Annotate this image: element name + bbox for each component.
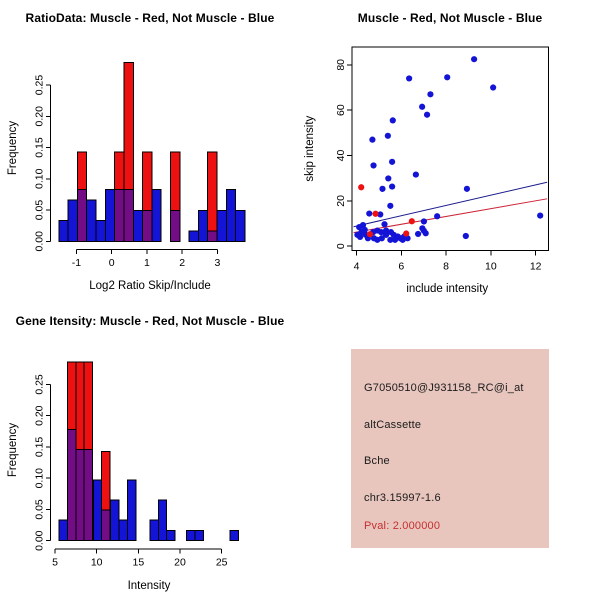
x-tick-label: 3: [214, 257, 221, 269]
hist-bar-overlap: [208, 231, 217, 241]
data-point-not-muscle: [490, 84, 496, 90]
hist-bar-blue: [96, 221, 105, 242]
data-point-muscle: [409, 218, 415, 224]
data-point-not-muscle: [385, 133, 391, 139]
x-axis-title: Log2 Ratio Skip/Include: [89, 280, 211, 292]
hist-bar-blue: [158, 500, 166, 541]
hist-bar-blue: [217, 210, 226, 241]
data-point-not-muscle: [369, 137, 375, 143]
hist-bar-blue: [187, 530, 195, 540]
data-point-not-muscle: [423, 230, 429, 236]
gene-histogram-title: Gene Itensity: Muscle - Red, Not Muscle - Blue: [15, 314, 285, 328]
data-point-not-muscle: [406, 75, 412, 81]
gene-info-box: [351, 349, 549, 548]
x-tick-label: 12: [529, 260, 542, 273]
data-point-muscle: [403, 230, 409, 236]
x-tick-label: 0: [108, 257, 115, 269]
y-axis-title: Frequency: [7, 422, 19, 478]
hist-bar-blue: [119, 520, 127, 541]
y-axis-title: Frequency: [7, 120, 19, 176]
data-point-not-muscle: [385, 175, 391, 181]
pval-text: Pval: 2.000000: [364, 520, 441, 532]
y-tick-label: 0.25: [33, 374, 46, 395]
y-tick-label: 0.10: [33, 467, 46, 489]
y-tick-label: 0.10: [33, 168, 46, 190]
intensity-scatter-chart: [300, 0, 600, 300]
hist-bar-overlap: [170, 210, 179, 241]
data-point-not-muscle: [415, 231, 421, 237]
probe-id-text: G7050510@J931158_RC@i_at: [364, 382, 524, 394]
y-tick-label: 0.00: [33, 530, 46, 551]
y-tick-label: 80: [335, 58, 347, 71]
hist-bar-overlap: [68, 429, 76, 540]
y-tick-label: 0.05: [33, 499, 46, 520]
hist-bar-blue: [230, 530, 238, 540]
hist-bar-blue: [167, 530, 175, 540]
data-point-not-muscle: [392, 237, 398, 243]
hist-bar-blue: [105, 190, 114, 242]
data-point-not-muscle: [387, 203, 393, 209]
x-tick-label: 4: [353, 260, 360, 273]
data-point-not-muscle: [357, 234, 363, 240]
scatter-title: Muscle - Red, Not Muscle - Blue: [357, 11, 543, 25]
hist-bar-blue: [68, 200, 77, 241]
data-point-not-muscle: [389, 159, 395, 165]
hist-bar-overlap: [143, 210, 152, 241]
gene-name-text: Bche: [364, 455, 390, 467]
y-tick-label: 0.00: [33, 231, 46, 252]
hist-bar-blue: [150, 520, 158, 541]
y-axis-title: skip intensity: [304, 115, 316, 182]
data-point-not-muscle: [389, 183, 395, 189]
hist-bar-red: [208, 152, 217, 241]
x-tick-label: 8: [443, 260, 450, 273]
data-point-not-muscle: [421, 218, 427, 224]
x-tick-label: 6: [398, 260, 405, 273]
y-tick-label: 0.20: [33, 106, 46, 127]
hist-bar-overlap: [115, 190, 124, 242]
y-tick-label: 0.05: [33, 199, 46, 221]
data-point-muscle: [367, 231, 373, 237]
x-tick-label: 5: [52, 556, 58, 569]
hist-bar-blue: [59, 520, 67, 541]
y-tick-label: 0.20: [33, 405, 46, 426]
data-point-not-muscle: [390, 117, 396, 123]
hist-bar-overlap: [84, 449, 92, 540]
data-point-not-muscle: [444, 74, 450, 80]
hist-bar-overlap: [76, 449, 84, 540]
hist-bar-blue: [128, 480, 136, 541]
genomic-location-text: chr3.15997-1.6: [364, 492, 441, 504]
hist-bar-blue: [152, 190, 161, 242]
x-tick-label: 25: [215, 556, 228, 569]
y-tick-label: 40: [335, 149, 347, 162]
hist-bar-blue: [189, 231, 198, 241]
x-tick-label: 20: [174, 556, 186, 569]
event-type-text: altCassette: [364, 419, 422, 431]
data-point-not-muscle: [463, 233, 469, 239]
hist-bar-overlap: [77, 190, 86, 242]
ratio-histogram-title: RatioData: Muscle - Red, Not Muscle - Blue: [25, 11, 275, 25]
data-point-not-muscle: [366, 210, 372, 216]
hist-bar-blue: [226, 190, 235, 242]
ratio-histogram-chart: [0, 0, 300, 300]
hist-bar-blue: [110, 500, 118, 541]
y-tick-label: 0.15: [33, 137, 46, 158]
x-tick-label: 10: [90, 556, 103, 569]
x-axis-title: include intensity: [406, 283, 489, 295]
hist-bar-blue: [198, 210, 207, 241]
hist-bar-blue: [195, 530, 203, 540]
y-tick-label: 0.15: [33, 436, 46, 458]
hist-bar-blue: [59, 221, 68, 242]
x-tick-label: -1: [71, 257, 82, 269]
x-tick-label: 15: [132, 556, 145, 569]
y-tick-label: 20: [335, 195, 347, 207]
data-point-not-muscle: [381, 221, 387, 227]
data-point-not-muscle: [370, 162, 376, 168]
gene-histogram-chart: [0, 300, 300, 600]
data-point-not-muscle: [427, 91, 433, 97]
data-point-not-muscle: [537, 212, 543, 218]
y-tick-label: 0: [335, 243, 347, 250]
x-axis-title: Intensity: [127, 580, 171, 592]
hist-bar-overlap: [102, 510, 110, 541]
hist-bar-blue: [236, 210, 245, 241]
data-point-not-muscle: [434, 213, 440, 219]
hist-bar-blue: [87, 200, 96, 241]
data-point-not-muscle: [379, 186, 385, 192]
data-point-not-muscle: [471, 56, 477, 62]
hist-bar-blue: [133, 210, 142, 241]
data-point-muscle: [358, 184, 364, 190]
y-tick-label: 0.25: [33, 74, 46, 96]
x-tick-label: 1: [144, 257, 150, 269]
x-tick-label: 2: [179, 257, 186, 269]
data-point-not-muscle: [413, 171, 419, 177]
data-point-not-muscle: [424, 112, 430, 118]
hist-bar-blue: [93, 480, 101, 541]
x-tick-label: 10: [485, 260, 497, 273]
data-point-not-muscle: [419, 104, 425, 110]
data-point-muscle: [372, 211, 378, 217]
hist-bar-overlap: [124, 190, 133, 242]
y-tick-label: 60: [335, 104, 347, 117]
data-point-not-muscle: [464, 186, 470, 192]
